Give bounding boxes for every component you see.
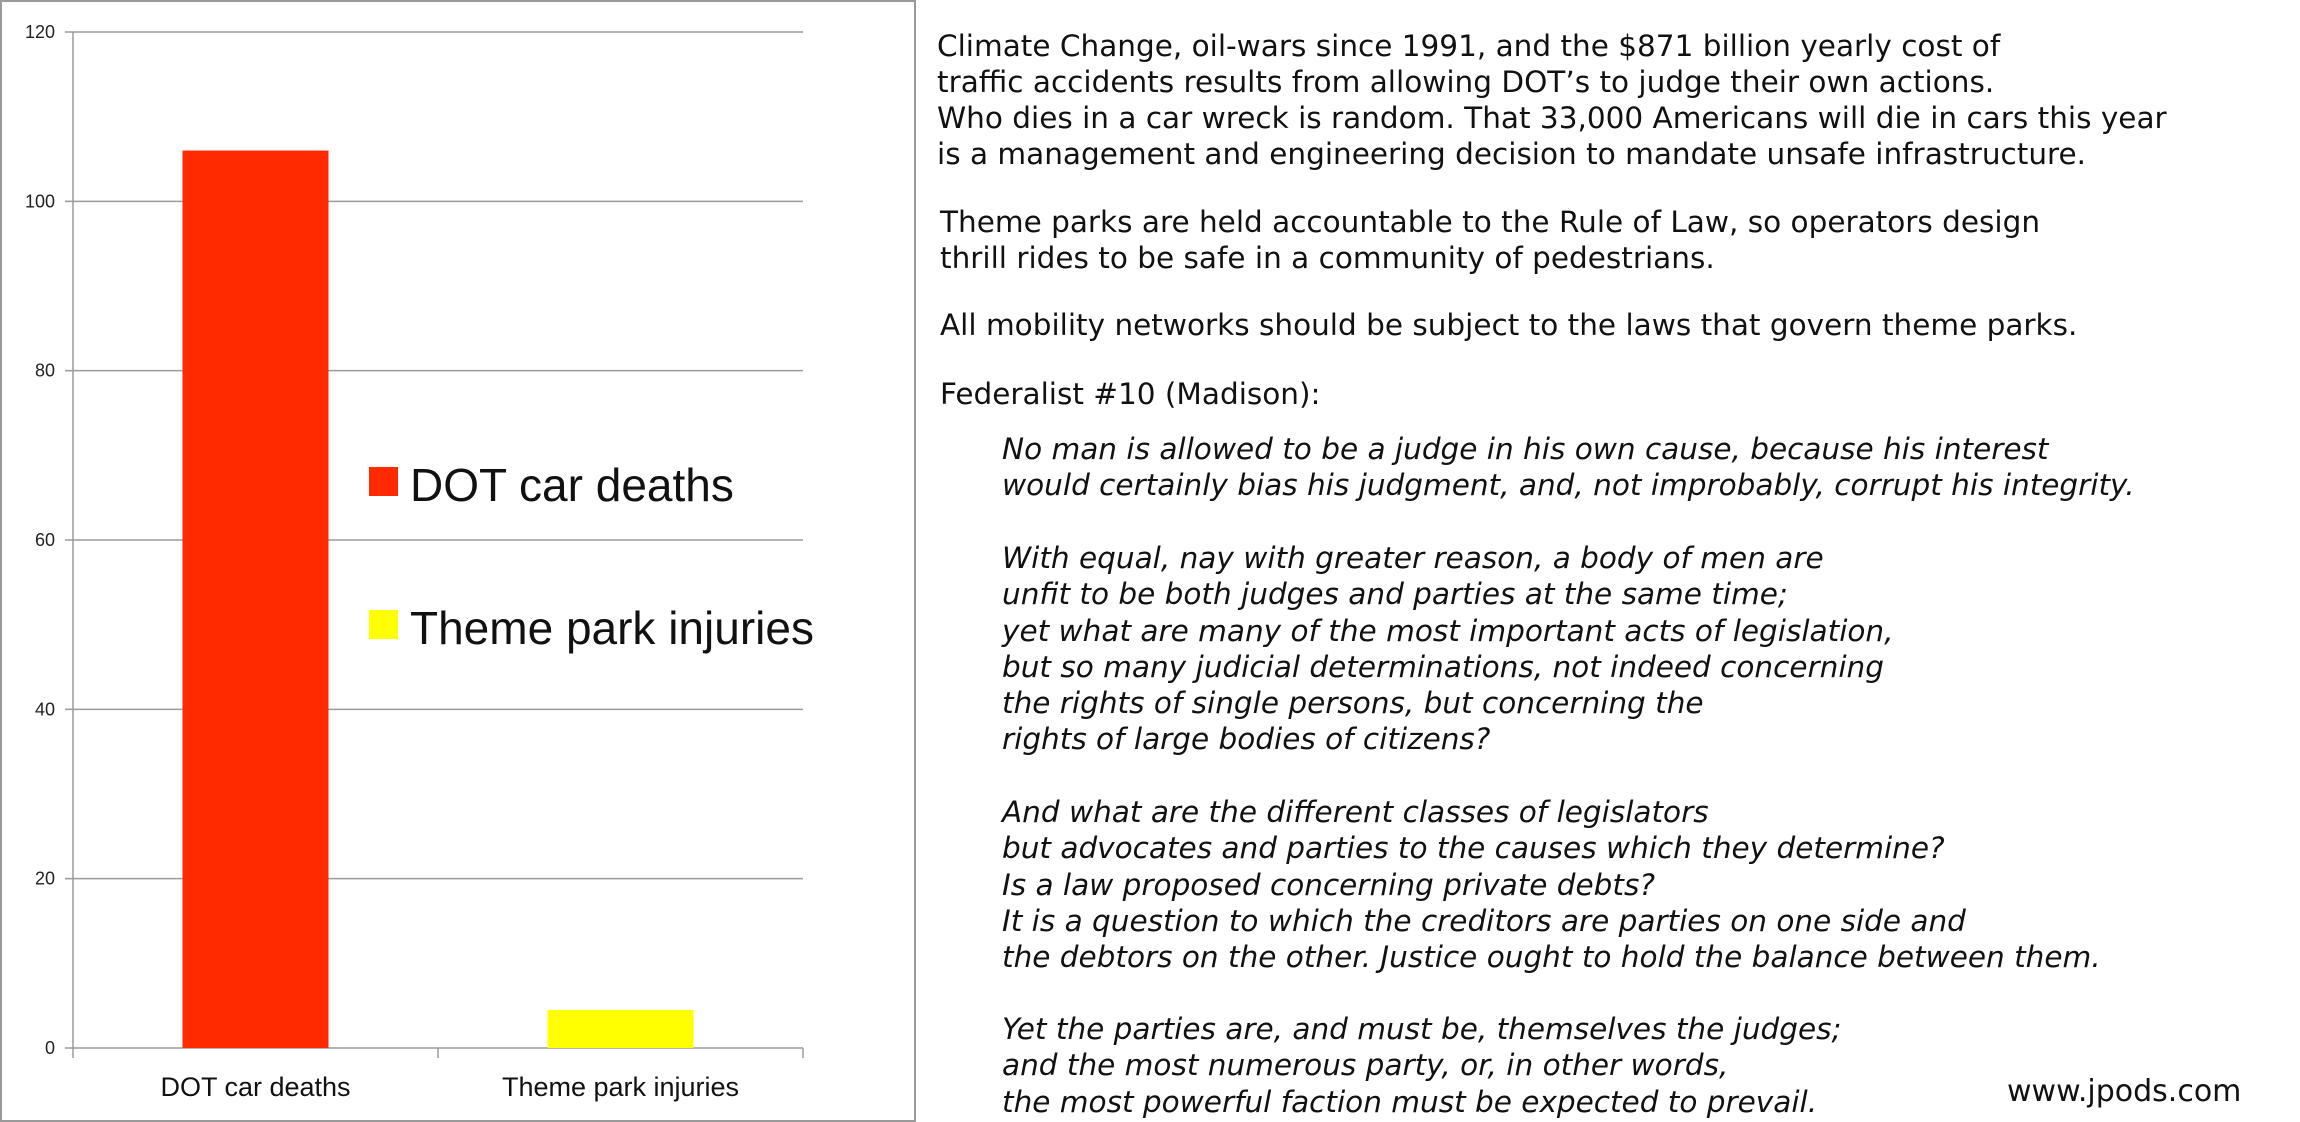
quote-paragraph: And what are the different classes of legislators but advocates and parties to the causes which they determine? Is a law proposed concerning private debts? It is a question to which the creditors are parties on one side and the debtors on the other. Justice ought to hold the balance between them. (1002, 795, 2101, 975)
y-tick-label: 60 (34, 530, 55, 550)
y-tick-label: 100 (24, 191, 55, 212)
chart-panel (0, 0, 916, 1122)
y-tick-label: 20 (34, 868, 55, 889)
website-url: www.jpods.com (2007, 1074, 2242, 1109)
legend-label: DOT car deaths (410, 459, 734, 511)
y-tick-label: 40 (34, 699, 55, 720)
y-tick-label: 80 (34, 360, 55, 381)
y-tick-label: 120 (24, 22, 55, 42)
quote-paragraph: Yet the parties are, and must be, themselves the judges; and the most numerous party, or, in other words, the most powerful faction must be expected to prevail. (1002, 1012, 1842, 1119)
federalist-heading: Federalist #10 (Madison): (940, 377, 1321, 411)
quote-paragraph: With equal, nay with greater reason, a body of men are unfit to be both judges and parties at the same time; yet what are many of the most important acts of legislation, but so many judicial determinations, not indeed concerning the rights of single persons, but concerning the rights of large bodies of citizens? (1002, 541, 1894, 757)
legend-swatch (369, 610, 398, 639)
x-category-label: DOT car deaths (160, 1072, 351, 1102)
bar (548, 1010, 694, 1048)
theme-parks-paragraph: Theme parks are held accountable to the Rule of Law, so operators design thrill rides to be safe in a community of pedestrians. (940, 205, 2041, 275)
x-category-label: Theme park injuries (501, 1072, 740, 1102)
y-tick-label: 0 (44, 1038, 55, 1058)
bar-chart (2, 2, 918, 1119)
quote-paragraph: No man is allowed to be a judge in his own cause, because his interest would certainly bias his judgment, and, not improbably, corrupt his integrity. (1002, 432, 2135, 503)
legend-label: Theme park injuries (410, 602, 814, 654)
legend-swatch (369, 467, 398, 496)
bar (183, 151, 329, 1048)
climate-paragraph: Climate Change, oil-wars since 1991, and the $871 billion yearly cost of traffic accidents results from allowing DOT’s to judge their own actions. Who dies in a car wreck is random. That 33,000 Americans will die in cars this year is a management and engineering decision to mandate unsafe infrastructure. (937, 29, 2167, 171)
mobility-paragraph: All mobility networks should be subject to the laws that govern theme parks. (940, 308, 2078, 342)
